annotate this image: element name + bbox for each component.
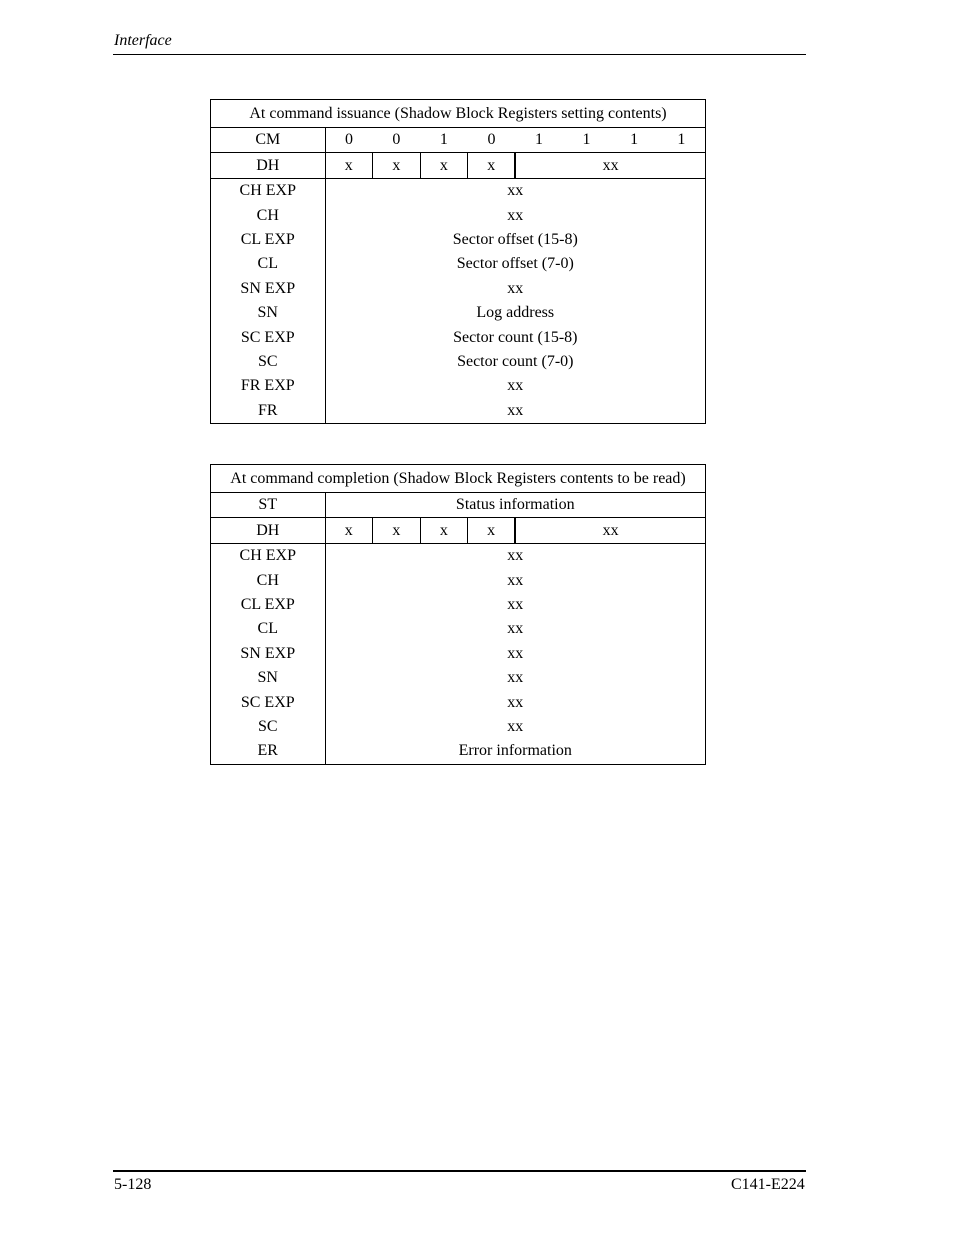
register-value: Sector offset (15-8) [325,228,705,252]
dh-bit-6: x [373,153,421,179]
register-value: xx [325,690,705,714]
cm-bit-3: 1 [515,128,563,153]
page-number: 5-128 [114,1176,152,1193]
register-label: SN EXP [211,642,326,666]
register-value: xx [325,715,705,739]
dh-bit-5: x [420,153,468,179]
completion-table-caption: At command completion (Shadow Block Registers contents to be read) [211,465,706,493]
register-value: Sector count (7-0) [325,350,705,374]
cm-bit-2: 1 [563,128,611,153]
cm-bit-5: 1 [420,128,468,153]
header-rule [113,54,806,55]
st-register-label: ST [211,493,326,518]
register-value: xx [325,666,705,690]
register-label: CL EXP [211,228,326,252]
register-value: xx [325,593,705,617]
register-value: xx [325,277,705,301]
register-value: xx [325,179,705,204]
register-value: xx [325,399,705,424]
cm-register-label: CM [211,128,326,153]
register-label: SC EXP [211,325,326,349]
dh-bit-5: x [420,518,468,544]
register-label: ER [211,739,326,764]
completion-register-table [210,464,706,765]
dh-register-label: DH [211,153,326,179]
dh-bit-4: x [468,518,516,544]
register-value: xx [325,568,705,592]
register-label: CL [211,252,326,276]
register-value: Sector offset (7-0) [325,252,705,276]
register-value: Log address [325,301,705,325]
dh-bit-6: x [373,518,421,544]
register-value: xx [325,374,705,398]
register-label: SN EXP [211,277,326,301]
dh-low-bits: xx [515,153,705,179]
register-label: SC [211,350,326,374]
dh-register-label: DH [211,518,326,544]
register-label: CH EXP [211,544,326,569]
document-id: C141-E224 [731,1176,805,1193]
register-value: xx [325,544,705,569]
register-label: FR EXP [211,374,326,398]
cm-bit-1: 1 [610,128,658,153]
register-value: Sector count (15-8) [325,325,705,349]
register-label: CH EXP [211,179,326,204]
issuance-table-caption: At command issuance (Shadow Block Registers setting contents) [211,100,706,128]
register-value: xx [325,642,705,666]
dh-bit-7: x [325,153,373,179]
cm-bit-6: 0 [373,128,421,153]
register-label: SC [211,715,326,739]
running-header: Interface [114,32,172,49]
st-register-value: Status information [325,493,705,518]
register-label: CL EXP [211,593,326,617]
register-label: SC EXP [211,690,326,714]
register-label: FR [211,399,326,424]
register-label: SN [211,301,326,325]
cm-bit-0: 1 [658,128,706,153]
register-label: SN [211,666,326,690]
issuance-register-table [210,99,706,424]
register-value: xx [325,617,705,641]
dh-low-bits: xx [515,518,705,544]
footer-rule [113,1170,806,1172]
cm-bit-7: 0 [325,128,373,153]
register-value: Error information [325,739,705,764]
register-label: CL [211,617,326,641]
dh-bit-4: x [468,153,516,179]
dh-bit-7: x [325,518,373,544]
register-label: CH [211,568,326,592]
register-label: CH [211,203,326,227]
register-value: xx [325,203,705,227]
cm-bit-4: 0 [468,128,516,153]
